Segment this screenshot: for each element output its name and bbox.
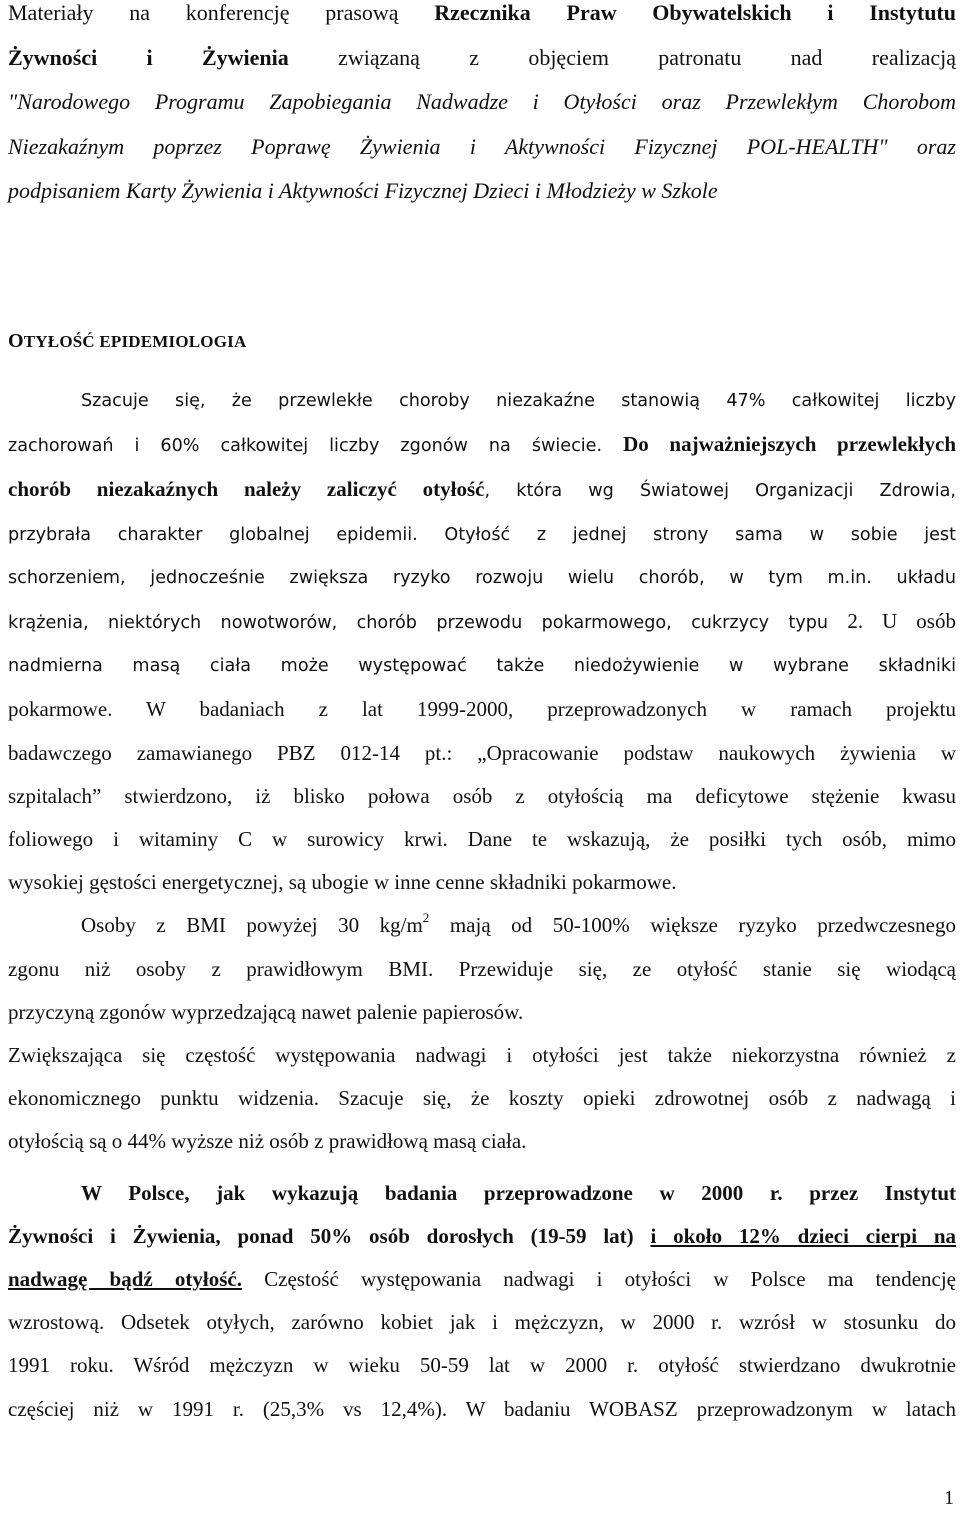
page-number: 1 — [944, 1487, 954, 1509]
intro-line-5: podpisaniem Karty Żywienia i Aktywności Fizycznej Dzieci i Młodzieży w Szkole — [8, 178, 718, 203]
paragraph-poland: W Polsce, jak wykazują badania przeprowadzone w 2000 r. przez Instytut Żywności i Żywienia, ponad 50% osób dorosłych (19-59 lat) i około 12% dzieci cierpi na nadwagę bądź otyłość. Częstość występowania nadwagi i otyłości w Polsce ma tendencję wzrostową. Odsetek otyłych, zarówno kobiet jak i mężczyzn, w 2000 r. wzrósł w stosunku do 1991 roku. Wśród mężczyzn w wieku 50-59 lat w 2000 r. otyłość stwierdzano dwukrotnie częściej niż w 1991 r. (25,3% vs 12,4%). W badaniu WOBASZ przeprowadzonym w latach — [8, 1180, 956, 1421]
section-title: OTYŁOŚĆ EPIDEMIOLOGIA — [8, 330, 247, 352]
intro-line-4: Niezakaźnym poprzez Poprawę Żywienia i Aktywności Fizycznej POL-HEALTH" oraz — [8, 133, 956, 159]
intro-bold-izz: Żywności i Żywienia — [8, 44, 289, 70]
paragraph-epidemiology: Szacuje się, że przewlekłe choroby niezakaźne stanowią 47% całkowitej liczby zachorowań i 60% całkowitej liczby zgonów na świecie. Do najważniejszych przewlekłych chorób niezakaźnych należy zaliczyć otyłość, która wg Światowej Organizacji Zdrowia, przybrała charakter globalnej epidemii. Otyłość z jednej strony sama w sobie jest schorzeniem, jednocześnie zwiększa ryzyko rozwoju wielu chorób, w tym m.in. układu krążenia, niektórych nowotworów, chorób przewodu pokarmowego, cukrzycy typu 2. U osób nadmierna masą ciała może występować także niedożywienie w wybrane składniki pokarmowe. W badaniach z lat 1999-2000, przeprowadzonych w ramach projektu badawczego zamawianego PBZ 012-14 pt.: „Opracowanie podstaw naukowych żywienia w szpitalach” stwierdzono, iż blisko połowa osób z otyłością ma deficytowe stężenie kwasu foliowego i witaminy C w surowicy krwi. Dane te wskazują, że posiłki tych osób, mimo wysokiej gęstości energetycznej, są ubogie w inne cenne składniki pokarmowe. — [8, 391, 957, 895]
intro-line-1: Materiały na konferencję prasową Rzecznika Praw Obywatelskich i Instytutu — [8, 0, 956, 25]
intro-line-2: Żywności i Żywienia związaną z objęciem patronatu nad realizacją — [8, 44, 956, 70]
intro-line-3: "Narodowego Programu Zapobiegania Nadwadze i Otyłości oraz Przewlekłym Chorobom — [8, 89, 956, 114]
body-text — [8, 380, 956, 1431]
paragraph-costs: Zwiększająca się częstość występowania nadwagi i otyłości jest także niekorzystna również z ekonomicznego punktu widzenia. Szacuje się, że koszty opieki zdrowotnej osób z nadwagą i otyłością są o 44% wyższe niż osób z prawidłową masą ciała. — [8, 1043, 956, 1154]
paragraph-bmi: Osoby z BMI powyżej 30 $kg/m^2$ mają od 50-100% większe ryzyko przedwczesnego zgonu niż osoby z prawidłowym BMI. Przewiduje się, ze otyłość stanie się wiodącą przyczyną zgonów wyprzedzającą nawet palenie papierosów. — [8, 910, 956, 1024]
intro-bold-rpo: Rzecznika Praw Obywatelskich i Instytutu — [434, 0, 956, 25]
intro-paragraph — [8, 0, 956, 214]
